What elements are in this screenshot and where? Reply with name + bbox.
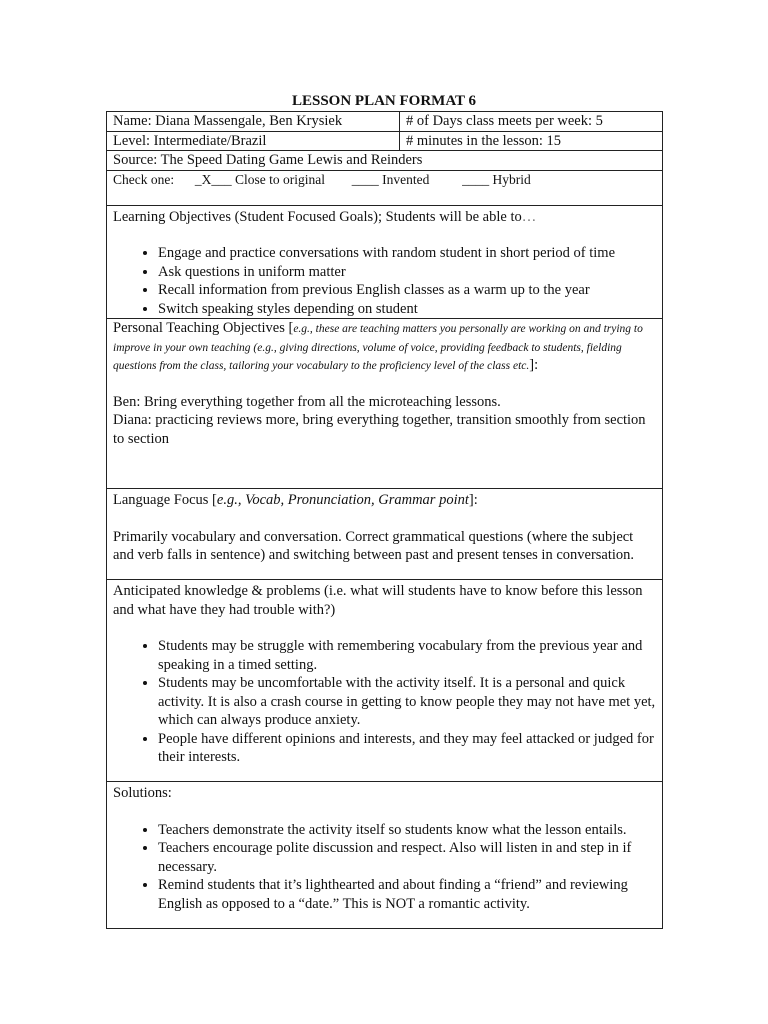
anticipated-heading: Anticipated knowledge & problems (i.e. what will students have to know before this lesson and what have they had trouble with?) xyxy=(113,583,643,618)
check-option-hybrid: ____ Hybrid xyxy=(462,171,531,187)
solutions-heading: Solutions: xyxy=(113,785,172,801)
learning-row xyxy=(107,205,663,319)
language-cell xyxy=(107,489,663,580)
list-item: • Recall information from previous English classes as a warm up to the year xyxy=(158,281,656,300)
list-item: • Teachers encourage polite discussion and respect. Also will listen in and step in if necessary. xyxy=(158,839,656,876)
check-row xyxy=(107,170,663,205)
anticipated-row xyxy=(107,580,663,782)
source-cell: Source: The Speed Dating Game Lewis and Reinders xyxy=(107,151,663,171)
list-item: • Switch speaking styles depending on student xyxy=(158,300,656,319)
personal-diana: Diana: practicing reviews more, bring everything together, transition smoothly from section to section xyxy=(113,412,646,447)
personal-row xyxy=(107,319,663,489)
check-cell xyxy=(107,170,663,205)
list-item: • Teachers demonstrate the activity itself so students know what the lesson entails. xyxy=(158,821,656,840)
language-text: Primarily vocabulary and conversation. Correct grammatical questions (where the subject and verb falls in sentence) and switching between past and present tenses in conversation. xyxy=(113,528,635,563)
list-item: • Ask questions in uniform matter xyxy=(158,263,656,282)
source-row xyxy=(107,151,663,171)
level-row xyxy=(107,131,663,151)
list-item: • Remind students that it’s lighthearted and about finding a “friend” and reviewing English as opposed to a “date.” This is NOT a romantic activity. xyxy=(158,876,656,913)
personal-cell xyxy=(107,319,663,489)
check-option-invented: ____ Invented xyxy=(351,171,430,187)
days-cell: # of Days class meets per week: 5 xyxy=(400,112,663,132)
list-item: • Engage and practice conversations with random student in short period of time xyxy=(158,244,656,263)
list-item: • Students may be struggle with remembering vocabulary from the previous year and speaking in a timed setting. xyxy=(158,637,656,674)
anticipated-list xyxy=(113,637,656,767)
document-title: LESSON PLAN FORMAT 6 xyxy=(291,93,477,109)
minutes-cell: # minutes in the lesson: 15 xyxy=(400,131,663,151)
solutions-cell xyxy=(107,782,663,929)
check-label: Check one: xyxy=(113,171,175,187)
list-item: • Students may be uncomfortable with the activity itself. It is a personal and quick activity. It is also a crash course in getting to know people they may not have met yet, which can always produce anxiety. xyxy=(158,674,656,730)
solutions-list xyxy=(113,821,656,914)
personal-ben: Ben: Bring everything together from all the microteaching lessons. xyxy=(113,393,501,410)
level-cell: Level: Intermediate/Brazil xyxy=(107,131,400,151)
learning-cell xyxy=(107,205,663,319)
learning-heading: Learning Objectives (Student Focused Goals); Students will be able to… xyxy=(113,208,537,225)
list-item: • People have different opinions and interests, and they may feel attacked or judged for their interests. xyxy=(158,730,656,767)
check-option-close: _X___ Close to original xyxy=(194,171,325,187)
lesson-plan-table xyxy=(106,111,663,929)
language-heading: Language Focus [e.g., Vocab, Pronunciation, Grammar point]: xyxy=(113,492,478,508)
name-row xyxy=(107,112,663,132)
personal-heading: Personal Teaching Objectives [e.g., these are teaching matters you personally are working on and trying to improve in your own teaching (e.g., giving directions, volume of voice, providing feedback to students, fielding questions from the class, tailoring your vocabulary to the proficiency level of the class etc.]: xyxy=(113,320,643,373)
learning-list xyxy=(113,244,656,318)
anticipated-cell xyxy=(107,580,663,782)
language-row xyxy=(107,489,663,580)
solutions-row xyxy=(107,782,663,929)
name-cell: Name: Diana Massengale, Ben Krysiek xyxy=(107,112,400,132)
